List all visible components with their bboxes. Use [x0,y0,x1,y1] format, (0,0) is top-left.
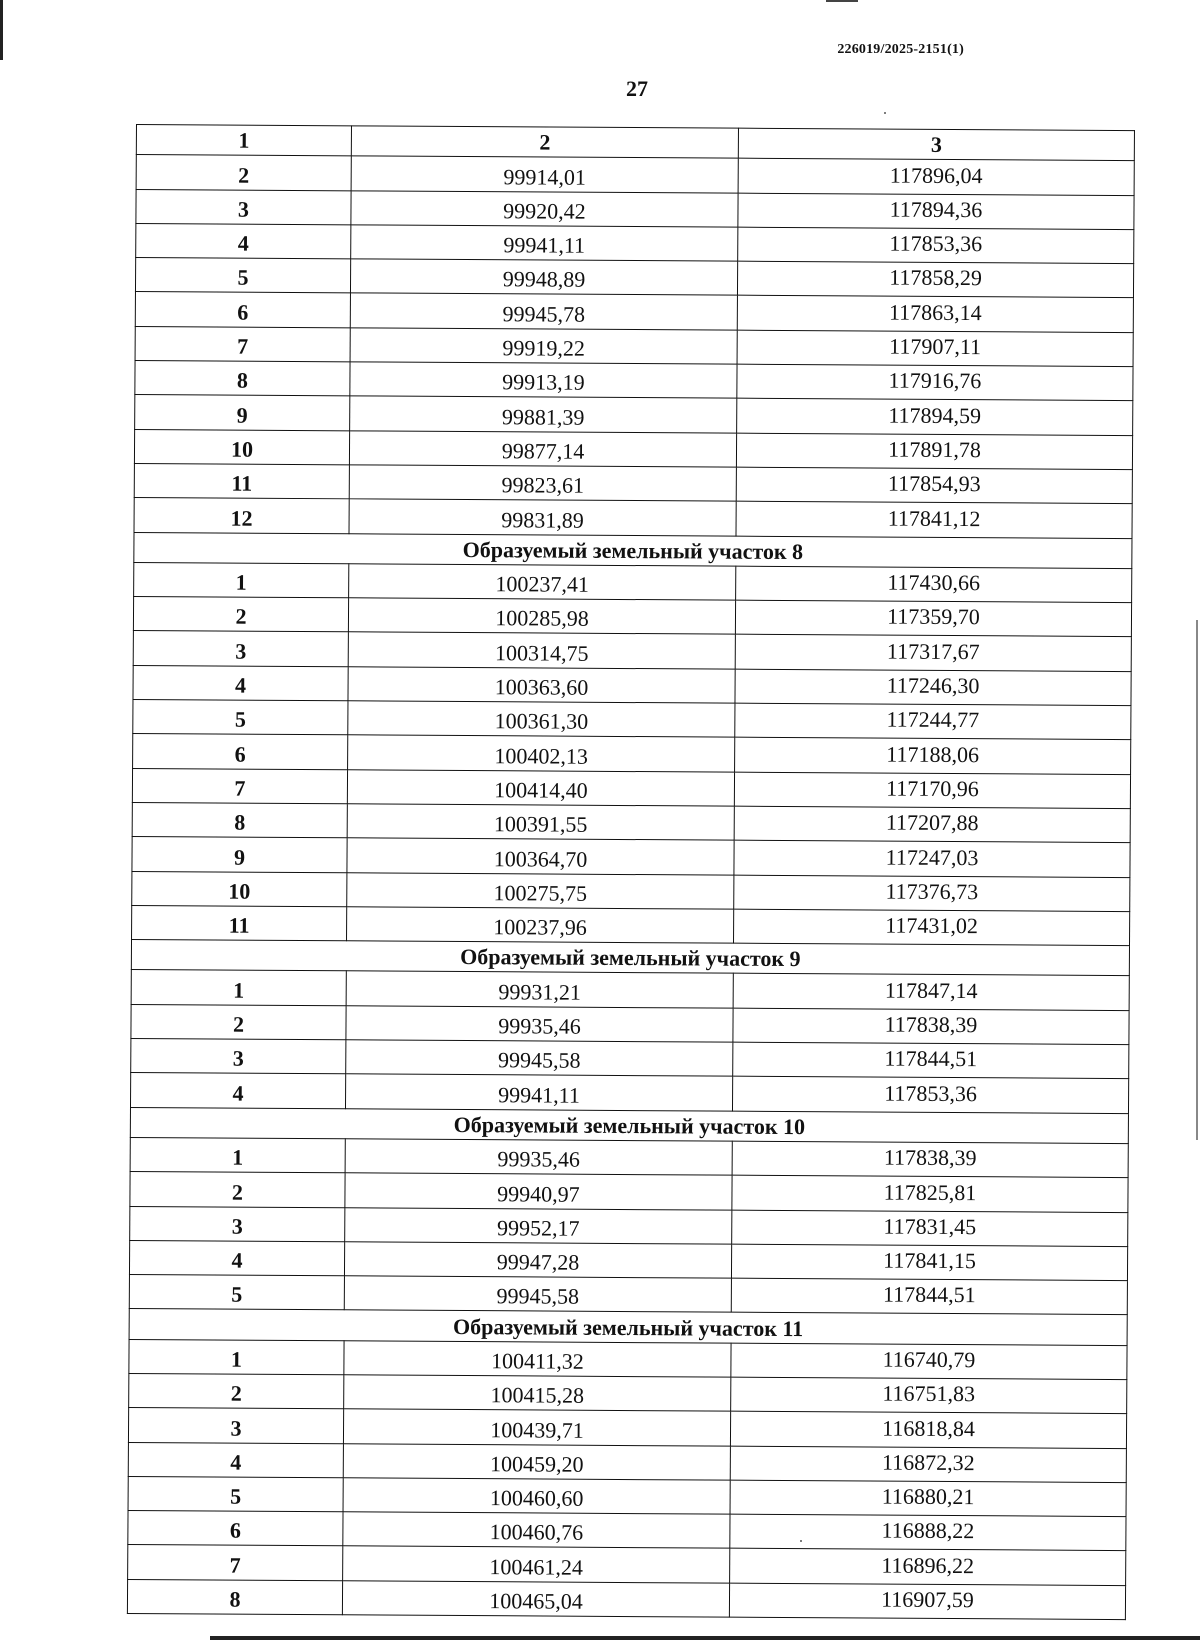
x-coordinate-cell: 99952,17 [345,1207,732,1244]
section-title: Образуемый земельный участок 11 [129,1309,1127,1345]
x-coordinate-cell: 100237,96 [347,907,734,944]
point-number-cell: 6 [133,734,348,770]
point-number-cell: 11 [132,905,347,941]
x-coordinate-cell: 100460,76 [343,1512,730,1549]
point-number-cell: 4 [133,665,348,701]
y-coordinate-cell: 116888,22 [730,1514,1126,1551]
x-coordinate-cell: 100461,24 [343,1546,730,1583]
x-coordinate-cell: 99935,46 [345,1139,732,1176]
x-coordinate-cell: 99945,58 [344,1276,731,1313]
x-coordinate-cell: 99913,19 [350,362,737,399]
section-title: Образуемый земельный участок 8 [134,532,1132,568]
x-coordinate-cell: 99931,21 [346,971,733,1008]
x-coordinate-cell: 100415,28 [344,1375,731,1412]
y-coordinate-cell: 117844,51 [733,1042,1129,1079]
y-coordinate-cell: 117894,36 [738,193,1134,230]
x-coordinate-cell: 99920,42 [351,190,738,227]
point-number-cell: 3 [128,1408,343,1444]
column-header-1: 1 [136,125,351,157]
point-number-cell: 4 [136,223,351,259]
point-number-cell: 3 [133,631,348,667]
point-number-cell: 6 [128,1511,343,1547]
point-number-cell: 8 [132,802,347,838]
table-row [127,1579,1125,1619]
y-coordinate-cell: 117376,73 [734,875,1130,912]
point-number-cell: 12 [134,498,349,534]
y-coordinate-cell: 117841,15 [731,1244,1127,1281]
column-header-2: 2 [351,126,738,159]
y-coordinate-cell: 117891,78 [736,433,1132,470]
x-coordinate-cell: 99914,01 [351,156,738,193]
section-title: Образуемый земельный участок 9 [131,940,1129,976]
x-coordinate-cell: 100465,04 [342,1581,729,1618]
point-number-cell: 7 [132,768,347,804]
x-coordinate-cell: 100460,60 [343,1478,730,1515]
point-number-cell: 8 [135,361,350,397]
x-coordinate-cell: 99947,28 [344,1242,731,1279]
y-coordinate-cell: 116907,59 [729,1583,1125,1620]
section-title: Образуемый земельный участок 10 [130,1107,1128,1143]
page-number: 27 [626,76,648,101]
x-coordinate-cell: 100414,40 [347,769,734,806]
x-coordinate-cell: 99941,11 [351,225,738,262]
point-number-cell: 3 [130,1206,345,1242]
y-coordinate-cell: 117430,66 [736,566,1132,603]
point-number-cell: 7 [128,1545,343,1581]
x-coordinate-cell: 99945,78 [350,293,737,330]
x-coordinate-cell: 99831,89 [349,499,736,536]
y-coordinate-cell: 117853,36 [732,1076,1128,1113]
y-coordinate-cell: 117841,12 [736,501,1132,538]
y-coordinate-cell: 117207,88 [734,806,1130,843]
y-coordinate-cell: 117244,77 [735,703,1131,740]
y-coordinate-cell: 117847,14 [733,974,1129,1011]
point-number-cell: 2 [131,1004,346,1040]
scan-edge-bottom [210,1636,1200,1640]
scan-edge-right [1196,620,1198,1140]
x-coordinate-cell: 99823,61 [349,465,736,502]
scan-speck [884,112,886,114]
point-number-cell: 5 [129,1275,344,1311]
point-number-cell: 9 [132,837,347,873]
x-coordinate-cell: 99919,22 [350,328,737,365]
y-coordinate-cell: 117247,03 [734,840,1130,877]
x-coordinate-cell: 100361,30 [348,701,735,738]
y-coordinate-cell: 116880,21 [730,1480,1126,1517]
x-coordinate-cell: 99877,14 [349,430,736,467]
y-coordinate-cell: 117359,70 [735,600,1131,637]
y-coordinate-cell: 117863,14 [737,296,1133,333]
y-coordinate-cell: 117825,81 [732,1175,1128,1212]
point-number-cell: 2 [136,155,351,191]
document-number: 226019/2025-2151(1) [837,42,964,57]
point-number-cell: 7 [135,326,350,362]
y-coordinate-cell: 117838,39 [733,1008,1129,1045]
point-number-cell: 2 [129,1373,344,1409]
y-coordinate-cell: 117896,04 [738,158,1134,195]
x-coordinate-cell: 100459,20 [343,1443,730,1480]
point-number-cell: 5 [135,258,350,294]
point-number-cell: 1 [134,562,349,598]
x-coordinate-cell: 99948,89 [350,259,737,296]
x-coordinate-cell: 99945,58 [346,1040,733,1077]
point-number-cell: 8 [127,1579,342,1615]
y-coordinate-cell: 117858,29 [737,261,1133,298]
table-body [127,155,1134,1620]
x-coordinate-cell: 100402,13 [348,735,735,772]
y-coordinate-cell: 117894,59 [737,399,1133,436]
y-coordinate-cell: 117831,45 [732,1210,1128,1247]
y-coordinate-cell: 116818,84 [730,1411,1126,1448]
y-coordinate-cell: 117188,06 [735,738,1131,775]
x-coordinate-cell: 100391,55 [347,804,734,841]
x-coordinate-cell: 100275,75 [347,872,734,909]
y-coordinate-cell: 117907,11 [737,330,1133,367]
point-number-cell: 1 [131,970,346,1006]
x-coordinate-cell: 99881,39 [350,396,737,433]
point-number-cell: 1 [130,1137,345,1173]
y-coordinate-cell: 117170,96 [734,772,1130,809]
point-number-cell: 2 [133,597,348,633]
column-header-3: 3 [738,128,1134,161]
x-coordinate-cell: 100237,41 [349,564,736,601]
scan-edge-left [0,0,3,60]
y-coordinate-cell: 116872,32 [730,1446,1126,1483]
y-coordinate-cell: 117317,67 [735,635,1131,672]
y-coordinate-cell: 117246,30 [735,669,1131,706]
x-coordinate-cell: 99941,11 [345,1074,732,1111]
coordinates-table [127,124,1135,1620]
point-number-cell: 4 [129,1240,344,1276]
point-number-cell: 6 [135,292,350,328]
x-coordinate-cell: 100411,32 [344,1340,731,1377]
y-coordinate-cell: 117916,76 [737,364,1133,401]
x-coordinate-cell: 100439,71 [343,1409,730,1446]
x-coordinate-cell: 100314,75 [348,632,735,669]
point-number-cell: 2 [130,1172,345,1208]
y-coordinate-cell: 117431,02 [734,909,1130,946]
y-coordinate-cell: 116896,22 [730,1549,1126,1586]
x-coordinate-cell: 100363,60 [348,667,735,704]
y-coordinate-cell: 116751,83 [731,1377,1127,1414]
x-coordinate-cell: 99935,46 [346,1006,733,1043]
point-number-cell: 1 [129,1339,344,1375]
point-number-cell: 5 [128,1476,343,1512]
y-coordinate-cell: 117854,93 [736,467,1132,504]
point-number-cell: 4 [128,1442,343,1478]
point-number-cell: 10 [132,871,347,907]
y-coordinate-cell: 116740,79 [731,1343,1127,1380]
y-coordinate-cell: 117853,36 [738,227,1134,264]
point-number-cell: 11 [134,463,349,499]
point-number-cell: 4 [130,1073,345,1109]
y-coordinate-cell: 117844,51 [731,1278,1127,1315]
x-coordinate-cell: 100285,98 [348,598,735,635]
point-number-cell: 9 [135,395,350,431]
point-number-cell: 5 [133,700,348,736]
point-number-cell: 10 [134,429,349,465]
x-coordinate-cell: 99940,97 [345,1173,732,1210]
y-coordinate-cell: 117838,39 [732,1141,1128,1178]
point-number-cell: 3 [136,189,351,225]
x-coordinate-cell: 100364,70 [347,838,734,875]
scan-mark-top [826,0,858,2]
point-number-cell: 3 [131,1039,346,1075]
